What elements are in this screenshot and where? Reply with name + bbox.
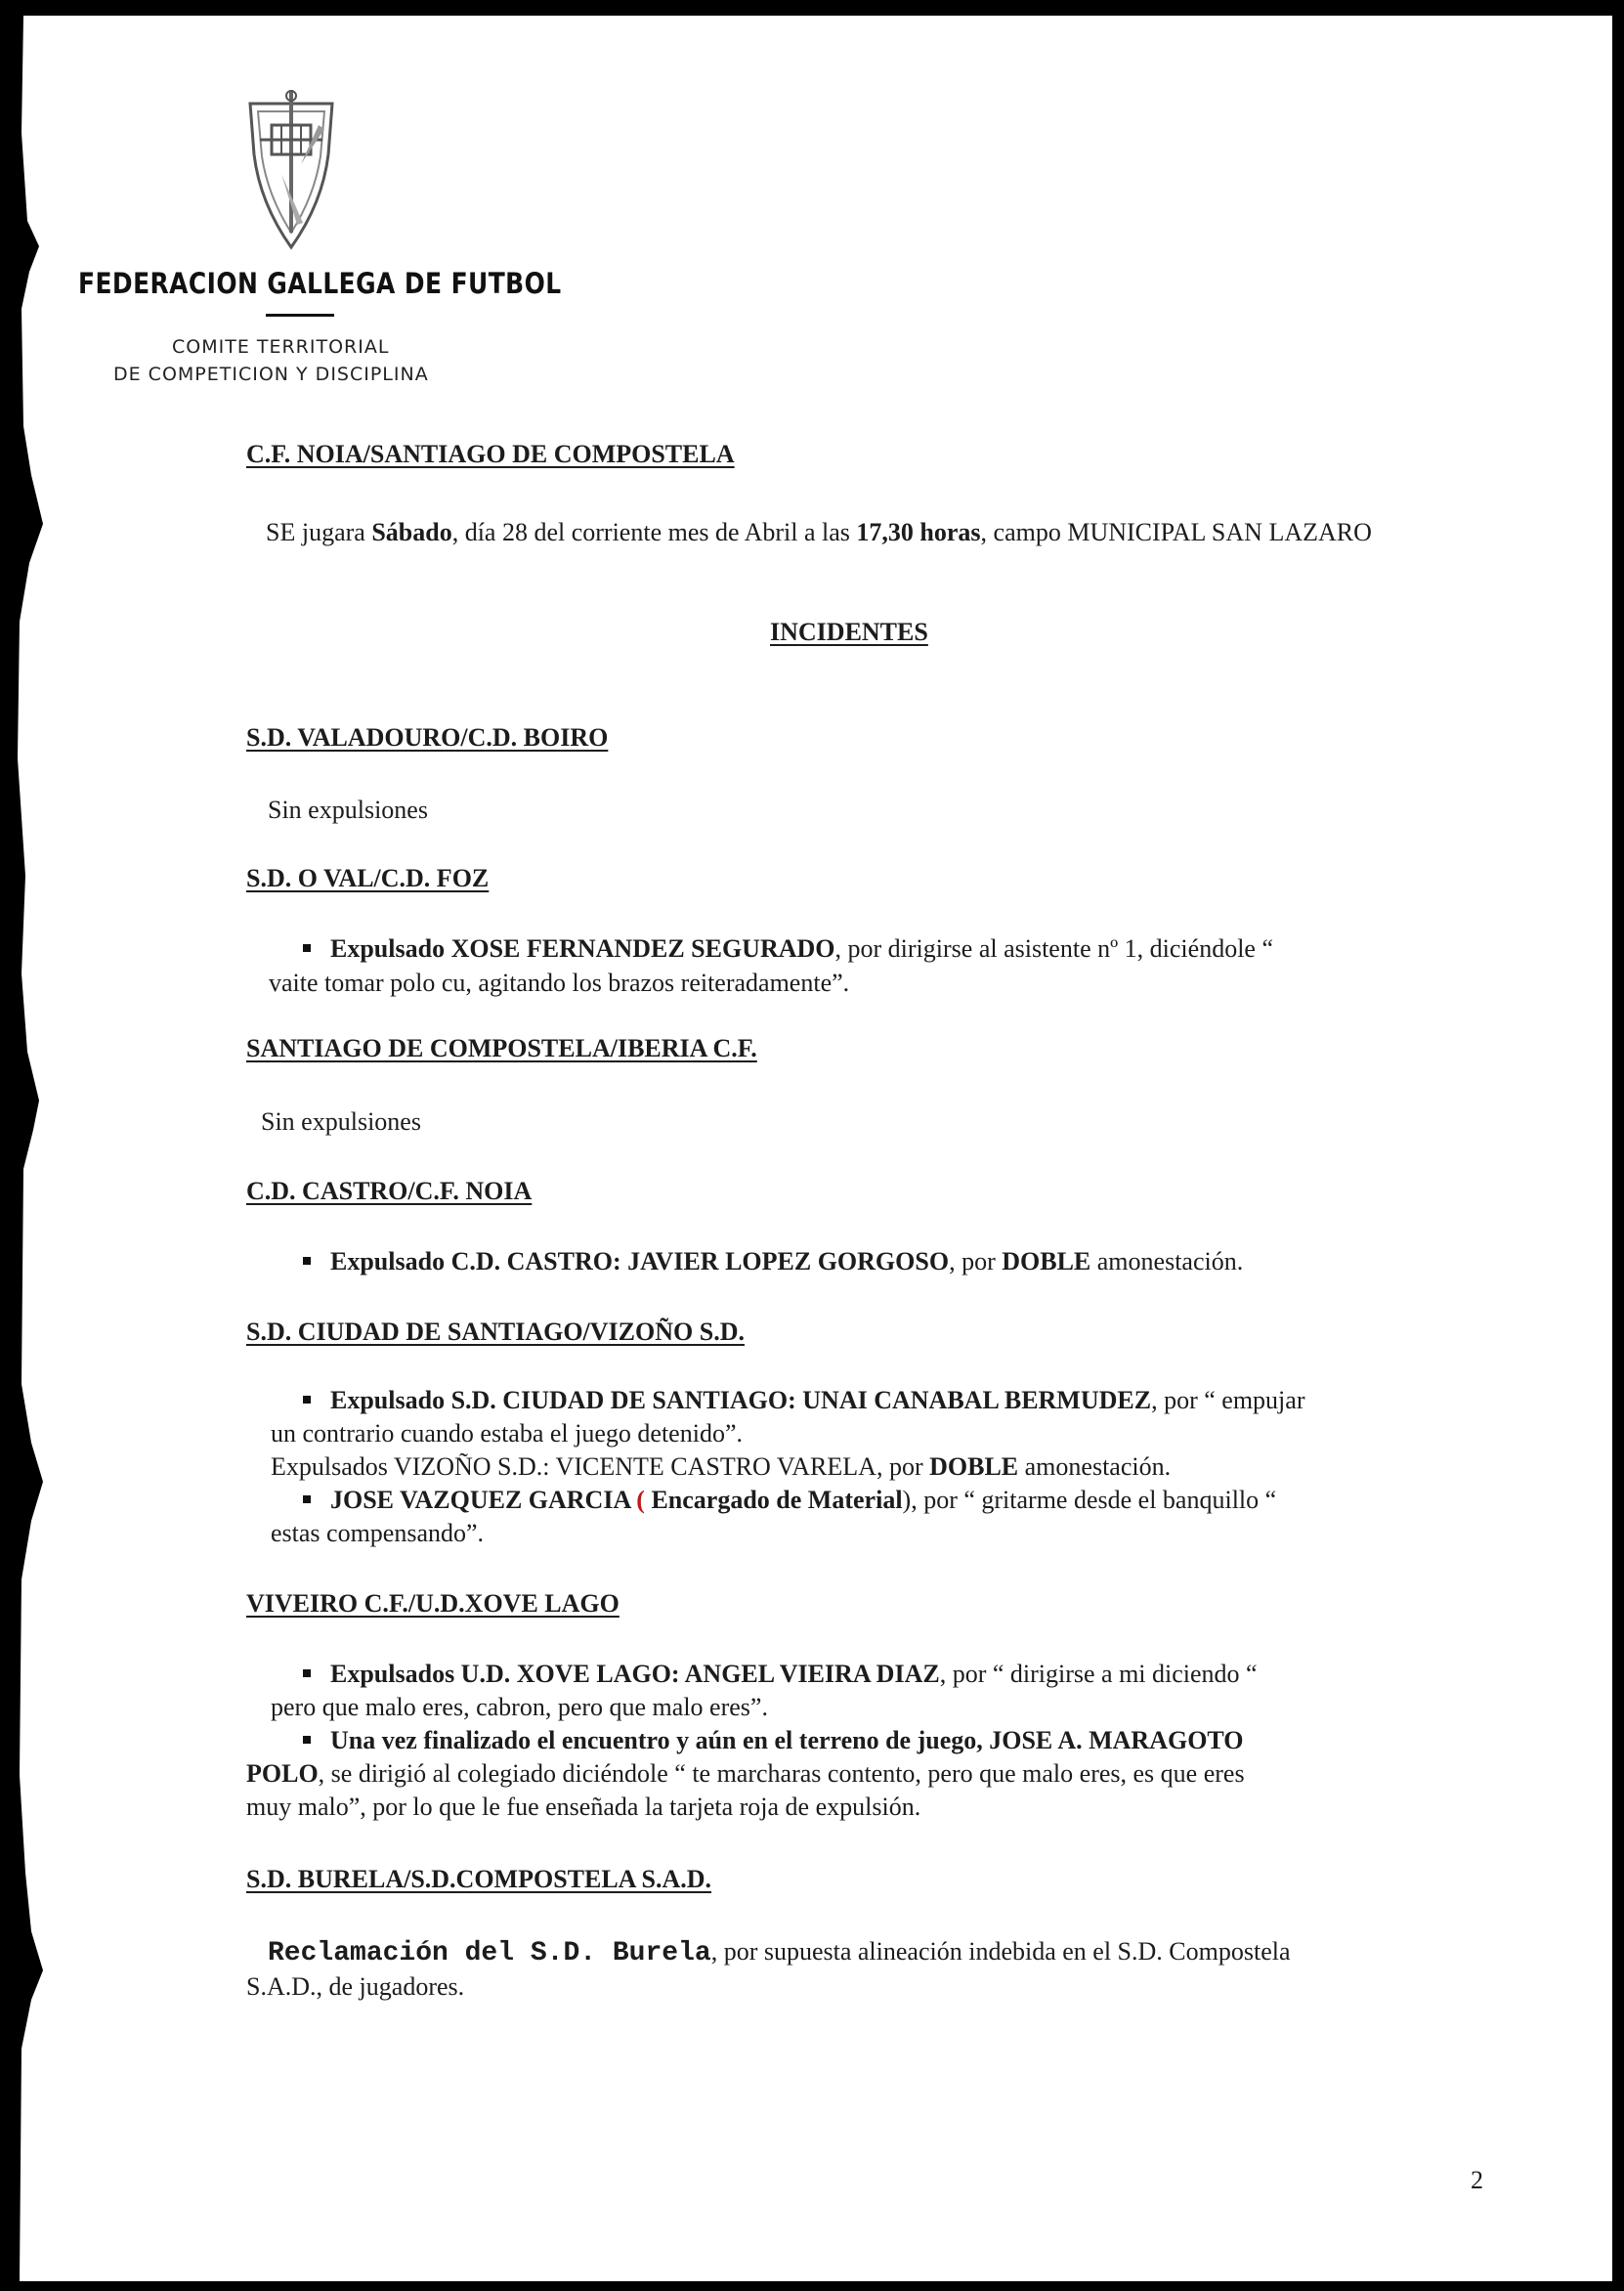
bullet-icon xyxy=(303,1396,311,1404)
match-heading: C.F. NOIA/SANTIAGO DE COMPOSTELA xyxy=(246,440,735,468)
torn-left-edge xyxy=(10,16,68,2281)
bullet-item: Expulsado S.D. CIUDAD DE SANTIAGO: UNAI CANABAL BERMUDEZ, por “ empujar xyxy=(303,1384,1304,1417)
bullet-icon xyxy=(303,1257,311,1265)
bullet-continuation: muy malo”, por lo que le fue enseñada la tarjeta roja de expulsión. xyxy=(246,1793,921,1821)
page-number: 2 xyxy=(1471,2166,1483,2194)
claim-text: Reclamación del S.D. Burela, por supuesta alineación indebida en el S.D. Compostela xyxy=(268,1937,1291,1968)
federation-title: FEDERACION GALLEGA DE FUTBOL xyxy=(78,267,562,300)
bullet-item: Expulsado XOSE FERNANDEZ SEGURADO, por dirigirse al asistente nº 1, diciéndole “ xyxy=(303,932,1273,966)
section-heading: SANTIAGO DE COMPOSTELA/IBERIA C.F. xyxy=(246,1034,757,1062)
bullet-icon xyxy=(303,1669,311,1677)
section-heading: C.D. CASTRO/C.F. NOIA xyxy=(246,1177,533,1205)
bullet-item: JOSE VAZQUEZ GARCIA ( Encargado de Material), por “ gritarme desde el banquillo “ xyxy=(303,1484,1276,1517)
bullet-icon xyxy=(303,944,311,952)
section-text: Sin expulsiones xyxy=(268,796,428,824)
section-heading: S.D. O VAL/C.D. FOZ xyxy=(246,864,490,892)
committee-line-2: DE COMPETICION Y DISCIPLINA xyxy=(113,364,429,385)
section-heading: S.D. CIUDAD DE SANTIAGO/VIZOÑO S.D. xyxy=(246,1318,745,1346)
bullet-item: Expulsados U.D. XOVE LAGO: ANGEL VIEIRA DIAZ, por “ dirigirse a mi diciendo “ xyxy=(303,1658,1258,1691)
bullet-continuation: estas compensando”. xyxy=(271,1519,485,1547)
bullet-icon xyxy=(303,1736,311,1744)
bullet-continuation: POLO, se dirigió al colegiado diciéndole “ te marcharas contento, pero que malo eres, es que eres xyxy=(246,1759,1245,1788)
match-schedule: SE jugara Sábado, día 28 del corriente mes de Abril a las 17,30 horas, campo MUNICIPAL SAN LAZARO xyxy=(266,518,1372,546)
bullet-continuation: vaite tomar polo cu, agitando los brazos reiteradamente”. xyxy=(269,969,850,997)
expulsion-line: Expulsados VIZOÑO S.D.: VICENTE CASTRO VARELA, por DOBLE amonestación. xyxy=(271,1452,1172,1481)
bullet-item: Una vez finalizado el encuentro y aún en el terreno de juego, JOSE A. MARAGOTO xyxy=(303,1724,1244,1757)
claim-continuation: S.A.D., de jugadores. xyxy=(246,1972,465,2001)
bullet-icon xyxy=(303,1495,311,1503)
title-divider xyxy=(266,314,334,317)
section-text: Sin expulsiones xyxy=(261,1107,421,1136)
bullet-continuation: un contrario cuando estaba el juego detenido”. xyxy=(271,1419,743,1448)
section-heading: VIVEIRO C.F./U.D.XOVE LAGO xyxy=(246,1589,620,1618)
federation-shield-logo xyxy=(242,86,340,252)
committee-line-1: COMITE TERRITORIAL xyxy=(172,336,390,358)
document-page xyxy=(10,16,1612,2281)
incidents-title: INCIDENTES xyxy=(770,618,928,646)
bullet-continuation: pero que malo eres, cabron, pero que malo eres”. xyxy=(271,1693,768,1721)
bullet-item: Expulsado C.D. CASTRO: JAVIER LOPEZ GORGOSO, por DOBLE amonestación. xyxy=(303,1245,1243,1278)
section-heading: S.D. VALADOURO/C.D. BOIRO xyxy=(246,723,609,752)
section-heading: S.D. BURELA/S.D.COMPOSTELA S.A.D. xyxy=(246,1865,712,1893)
